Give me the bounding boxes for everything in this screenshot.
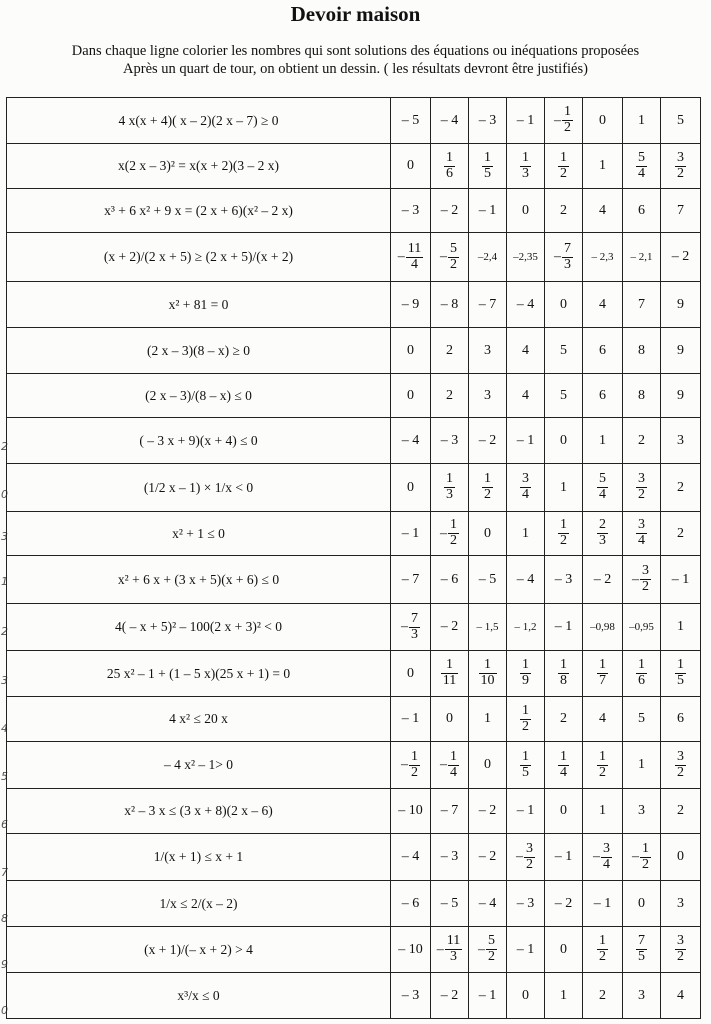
value-cell[interactable]: – $\frac{11}{4}$ <box>391 233 431 282</box>
value-cell[interactable]: 3 <box>469 328 507 374</box>
value-cell[interactable]: – 1 <box>469 973 507 1019</box>
equation-cell: 1/x ≤ 2/(x – 2) <box>7 881 391 927</box>
value-cell[interactable]: – 3 <box>391 189 431 233</box>
value-cell[interactable]: – 4 <box>507 556 545 604</box>
margin-number: 2 <box>1 625 8 638</box>
equation-cell: x² – 3 x ≤ (3 x + 8)(2 x – 6) <box>7 789 391 834</box>
value-cell[interactable]: 3 <box>661 418 701 464</box>
value-cell[interactable]: – 3 <box>469 98 507 144</box>
value-cell[interactable]: – 2 <box>469 834 507 881</box>
value-cell[interactable]: – 2 <box>661 233 701 282</box>
value-cell[interactable]: – $\frac{1}{2}$ <box>623 834 661 881</box>
value-cell[interactable]: 2 <box>661 789 701 834</box>
value-cell[interactable]: 0 <box>391 464 431 512</box>
exercise-table <box>6 97 701 1019</box>
value-cell[interactable]: – 2 <box>431 189 469 233</box>
value-cell[interactable]: 0 <box>545 282 583 328</box>
value-cell[interactable]: 1 <box>661 604 701 651</box>
equation-cell: (x + 2)/(2 x + 5) ≥ (2 x + 5)/(x + 2) <box>7 233 391 282</box>
instruction-line: Après un quart de tour, on obtient un dessin. ( les résultats devront être justifiés) <box>123 61 588 77</box>
value-cell[interactable]: – 1 <box>391 512 431 556</box>
table-row <box>7 233 701 282</box>
value-cell[interactable]: 0 <box>583 98 623 144</box>
value-cell[interactable]: – $\frac{3}{2}$ <box>507 834 545 881</box>
value-cell[interactable]: – 1 <box>469 189 507 233</box>
equation-cell: (2 x – 3)(8 – x) ≥ 0 <box>7 328 391 374</box>
value-cell[interactable]: 5 <box>545 328 583 374</box>
equation-cell: (2 x – 3)/(8 – x) ≤ 0 <box>7 374 391 418</box>
value-cell[interactable]: 0 <box>391 374 431 418</box>
value-cell[interactable]: – 1 <box>545 834 583 881</box>
value-cell[interactable]: – 6 <box>391 881 431 927</box>
value-cell[interactable]: 6 <box>661 697 701 742</box>
value-cell[interactable]: – $\frac{7}{3}$ <box>545 233 583 282</box>
table-row <box>7 98 701 144</box>
value-cell[interactable]: – 5 <box>469 556 507 604</box>
value-cell[interactable]: 9 <box>661 374 701 418</box>
value-cell[interactable]: 0 <box>545 789 583 834</box>
margin-number: 5 <box>1 770 8 783</box>
equation-cell: 1/(x + 1) ≤ x + 1 <box>7 834 391 881</box>
value-cell[interactable]: – 1 <box>545 604 583 651</box>
value-cell[interactable]: 0 <box>431 697 469 742</box>
table-row <box>7 881 701 927</box>
value-cell[interactable]: $\frac{1}{3}$ <box>431 464 469 512</box>
table-row <box>7 927 701 973</box>
value-cell[interactable]: 4 <box>507 374 545 418</box>
value-cell[interactable]: 4 <box>661 973 701 1019</box>
table-row <box>7 418 701 464</box>
value-cell[interactable]: – 1 <box>507 98 545 144</box>
equation-cell: x² + 1 ≤ 0 <box>7 512 391 556</box>
value-cell[interactable]: 3 <box>469 374 507 418</box>
value-cell[interactable]: 2 <box>431 328 469 374</box>
table-row <box>7 651 701 697</box>
value-cell[interactable]: – 4 <box>469 881 507 927</box>
value-cell[interactable]: – 1 <box>391 697 431 742</box>
value-cell[interactable]: 2 <box>623 418 661 464</box>
equation-cell: 4 x² ≤ 20 x <box>7 697 391 742</box>
value-cell[interactable]: – 2 <box>583 556 623 604</box>
value-cell[interactable]: $\frac{1}{2}$ <box>507 697 545 742</box>
value-cell[interactable]: 7 <box>623 282 661 328</box>
table-row <box>7 144 701 189</box>
value-cell[interactable]: – 7 <box>469 282 507 328</box>
value-cell[interactable]: – 7 <box>431 789 469 834</box>
value-cell[interactable]: $\frac{3}{4}$ <box>623 512 661 556</box>
value-cell[interactable]: – 2 <box>469 789 507 834</box>
value-cell[interactable]: $\frac{1}{3}$ <box>507 144 545 189</box>
value-cell[interactable]: – 1 <box>507 418 545 464</box>
table-row <box>7 328 701 374</box>
value-cell[interactable]: $\frac{1}{10}$ <box>469 651 507 697</box>
value-cell[interactable]: – 9 <box>391 282 431 328</box>
value-cell[interactable]: –2,35 <box>507 233 545 282</box>
value-cell[interactable]: – 1,2 <box>507 604 545 651</box>
value-cell[interactable]: – 3 <box>545 556 583 604</box>
value-cell[interactable]: $\frac{1}{2}$ <box>545 144 583 189</box>
table-row <box>7 789 701 834</box>
value-cell[interactable]: 3 <box>661 881 701 927</box>
table-row <box>7 973 701 1019</box>
table-row <box>7 604 701 651</box>
value-cell[interactable]: 0 <box>623 881 661 927</box>
value-cell[interactable]: – 1 <box>507 789 545 834</box>
value-cell[interactable]: 5 <box>661 98 701 144</box>
value-cell[interactable]: $\frac{1}{6}$ <box>431 144 469 189</box>
page-title: Devoir maison <box>290 2 421 26</box>
value-cell[interactable]: 5 <box>545 374 583 418</box>
equation-cell: x³/x ≤ 0 <box>7 973 391 1019</box>
margin-number: 0 <box>1 488 8 501</box>
value-cell[interactable]: 0 <box>469 742 507 789</box>
value-cell[interactable]: – 5 <box>431 881 469 927</box>
value-cell[interactable]: – $\frac{1}{4}$ <box>431 742 469 789</box>
margin-number: 4 <box>1 722 8 735</box>
margin-number: 1 <box>1 575 8 588</box>
value-cell[interactable]: 6 <box>583 374 623 418</box>
value-cell[interactable]: 2 <box>661 512 701 556</box>
value-cell[interactable]: –2,4 <box>469 233 507 282</box>
value-cell[interactable]: 0 <box>391 144 431 189</box>
value-cell[interactable]: $\frac{1}{8}$ <box>545 651 583 697</box>
value-cell[interactable]: 1 <box>507 512 545 556</box>
value-cell[interactable]: $\frac{3}{2}$ <box>661 144 701 189</box>
value-cell[interactable]: 1 <box>545 464 583 512</box>
value-cell[interactable]: 1 <box>583 144 623 189</box>
value-cell[interactable]: – 8 <box>431 282 469 328</box>
value-cell[interactable]: 1 <box>469 697 507 742</box>
equation-cell: 4 x(x + 4)( x – 2)(2 x – 7) ≥ 0 <box>7 98 391 144</box>
table-row <box>7 282 701 328</box>
margin-number: 3 <box>1 530 8 543</box>
value-cell[interactable]: 2 <box>545 697 583 742</box>
value-cell[interactable]: – 1,5 <box>469 604 507 651</box>
value-cell[interactable]: $\frac{3}{2}$ <box>661 742 701 789</box>
table-row <box>7 374 701 418</box>
value-cell[interactable]: $\frac{1}{2}$ <box>583 742 623 789</box>
value-cell[interactable]: – 1 <box>661 556 701 604</box>
margin-number: 7 <box>1 866 8 879</box>
value-cell[interactable]: 0 <box>545 927 583 973</box>
value-cell[interactable]: $\frac{5}{4}$ <box>623 144 661 189</box>
value-cell[interactable]: $\frac{1}{5}$ <box>469 144 507 189</box>
value-cell[interactable]: – 3 <box>431 834 469 881</box>
value-cell[interactable]: – $\frac{7}{3}$ <box>391 604 431 651</box>
table-row <box>7 834 701 881</box>
value-cell[interactable]: – 10 <box>391 789 431 834</box>
value-cell[interactable]: $\frac{1}{5}$ <box>507 742 545 789</box>
value-cell[interactable]: 4 <box>507 328 545 374</box>
table-row <box>7 697 701 742</box>
value-cell[interactable]: 4 <box>583 282 623 328</box>
value-cell[interactable]: $\frac{1}{5}$ <box>661 651 701 697</box>
value-cell[interactable]: 1 <box>545 973 583 1019</box>
value-cell[interactable]: $\frac{3}{4}$ <box>507 464 545 512</box>
equation-cell: 25 x² – 1 + (1 – 5 x)(25 x + 1) = 0 <box>7 651 391 697</box>
value-cell[interactable]: $\frac{2}{3}$ <box>583 512 623 556</box>
value-cell[interactable]: – 2 <box>469 418 507 464</box>
value-cell[interactable]: 3 <box>623 789 661 834</box>
value-cell[interactable]: 2 <box>431 374 469 418</box>
value-cell[interactable]: –0,98 <box>583 604 623 651</box>
value-cell[interactable]: $\frac{1}{6}$ <box>623 651 661 697</box>
instructions <box>0 42 711 78</box>
table-row <box>7 189 701 233</box>
value-cell[interactable]: $\frac{1}{7}$ <box>583 651 623 697</box>
value-cell[interactable]: 5 <box>623 697 661 742</box>
value-cell[interactable]: 9 <box>661 328 701 374</box>
value-cell[interactable]: – 10 <box>391 927 431 973</box>
value-cell[interactable]: 4 <box>583 697 623 742</box>
value-cell[interactable]: – $\frac{3}{2}$ <box>623 556 661 604</box>
value-cell[interactable]: – 6 <box>431 556 469 604</box>
margin-number: 3 <box>1 674 8 687</box>
equation-cell: x³ + 6 x² + 9 x = (2 x + 6)(x² – 2 x) <box>7 189 391 233</box>
equation-cell: x² + 81 = 0 <box>7 282 391 328</box>
value-cell[interactable]: 2 <box>545 189 583 233</box>
value-cell[interactable]: – 2 <box>431 973 469 1019</box>
equation-cell: – 4 x² – 1> 0 <box>7 742 391 789</box>
value-cell[interactable]: – $\frac{5}{2}$ <box>431 233 469 282</box>
value-cell[interactable]: – 2,1 <box>623 233 661 282</box>
value-cell[interactable]: – 2 <box>431 604 469 651</box>
equation-cell: 4( – x + 5)² – 100(2 x + 3)² < 0 <box>7 604 391 651</box>
equation-cell: x(2 x – 3)² = x(x + 2)(3 – 2 x) <box>7 144 391 189</box>
value-cell[interactable]: 0 <box>507 973 545 1019</box>
value-cell[interactable]: $\frac{5}{4}$ <box>583 464 623 512</box>
value-cell[interactable]: – 4 <box>391 834 431 881</box>
value-cell[interactable]: – 4 <box>507 282 545 328</box>
value-cell[interactable]: 6 <box>583 328 623 374</box>
equation-cell: (x + 1)/(– x + 2) > 4 <box>7 927 391 973</box>
value-cell[interactable]: 6 <box>623 189 661 233</box>
value-cell[interactable]: 0 <box>545 418 583 464</box>
value-cell[interactable]: – 2 <box>545 881 583 927</box>
value-cell[interactable]: 8 <box>623 374 661 418</box>
value-cell[interactable]: 0 <box>507 189 545 233</box>
margin-number: 0 <box>1 1004 8 1017</box>
value-cell[interactable]: $\frac{1}{9}$ <box>507 651 545 697</box>
margin-number: 6 <box>1 818 8 831</box>
value-cell[interactable]: 1 <box>623 98 661 144</box>
table-row <box>7 512 701 556</box>
value-cell[interactable]: 8 <box>623 328 661 374</box>
value-cell[interactable]: – 7 <box>391 556 431 604</box>
value-cell[interactable]: – 3 <box>431 418 469 464</box>
equation-cell: x² + 6 x + (3 x + 5)(x + 6) ≤ 0 <box>7 556 391 604</box>
value-cell[interactable]: – 3 <box>391 973 431 1019</box>
value-cell[interactable]: $\frac{1}{2}$ <box>583 927 623 973</box>
equation-cell: ( – 3 x + 9)(x + 4) ≤ 0 <box>7 418 391 464</box>
value-cell[interactable]: –0,95 <box>623 604 661 651</box>
value-cell[interactable]: 2 <box>661 464 701 512</box>
value-cell[interactable]: $\frac{3}{2}$ <box>623 464 661 512</box>
value-cell[interactable]: 1 <box>623 742 661 789</box>
value-cell[interactable]: 1 <box>583 789 623 834</box>
value-cell[interactable]: 7 <box>661 189 701 233</box>
margin-number: 8 <box>1 912 8 925</box>
value-cell[interactable]: $\frac{3}{2}$ <box>661 927 701 973</box>
table-row <box>7 464 701 512</box>
value-cell[interactable]: – 4 <box>391 418 431 464</box>
value-cell[interactable]: 0 <box>391 328 431 374</box>
value-cell[interactable]: $\frac{1}{4}$ <box>545 742 583 789</box>
instruction-line: Dans chaque ligne colorier les nombres qui sont solutions des équations ou inéquations proposées <box>71 43 640 59</box>
value-cell[interactable]: – $\frac{5}{2}$ <box>469 927 507 973</box>
value-cell[interactable]: $\frac{1}{2}$ <box>545 512 583 556</box>
margin-number: 9 <box>1 958 8 971</box>
value-cell[interactable]: 3 <box>623 973 661 1019</box>
table-row <box>7 742 701 789</box>
value-cell[interactable]: – $\frac{11}{3}$ <box>431 927 469 973</box>
value-cell[interactable]: 4 <box>583 189 623 233</box>
value-cell[interactable]: – 4 <box>431 98 469 144</box>
value-cell[interactable]: – 3 <box>507 881 545 927</box>
value-cell[interactable]: 0 <box>391 651 431 697</box>
value-cell[interactable]: 0 <box>469 512 507 556</box>
value-cell[interactable]: – 5 <box>391 98 431 144</box>
table-row <box>7 556 701 604</box>
value-cell[interactable]: – $\frac{1}{2}$ <box>431 512 469 556</box>
value-cell[interactable]: – 1 <box>507 927 545 973</box>
value-cell[interactable]: – $\frac{3}{4}$ <box>583 834 623 881</box>
value-cell[interactable]: – $\frac{1}{2}$ <box>391 742 431 789</box>
value-cell[interactable]: 0 <box>661 834 701 881</box>
value-cell[interactable]: $\frac{7}{5}$ <box>623 927 661 973</box>
equation-cell: (1/2 x – 1) × 1/x < 0 <box>7 464 391 512</box>
value-cell[interactable]: 9 <box>661 282 701 328</box>
value-cell[interactable]: 2 <box>583 973 623 1019</box>
value-cell[interactable]: $\frac{1}{11}$ <box>431 651 469 697</box>
value-cell[interactable]: 1 <box>583 418 623 464</box>
margin-number: 2 <box>1 440 8 453</box>
value-cell[interactable]: – 2,3 <box>583 233 623 282</box>
value-cell[interactable]: – $\frac{1}{2}$ <box>545 98 583 144</box>
value-cell[interactable]: $\frac{1}{2}$ <box>469 464 507 512</box>
value-cell[interactable]: – 1 <box>583 881 623 927</box>
